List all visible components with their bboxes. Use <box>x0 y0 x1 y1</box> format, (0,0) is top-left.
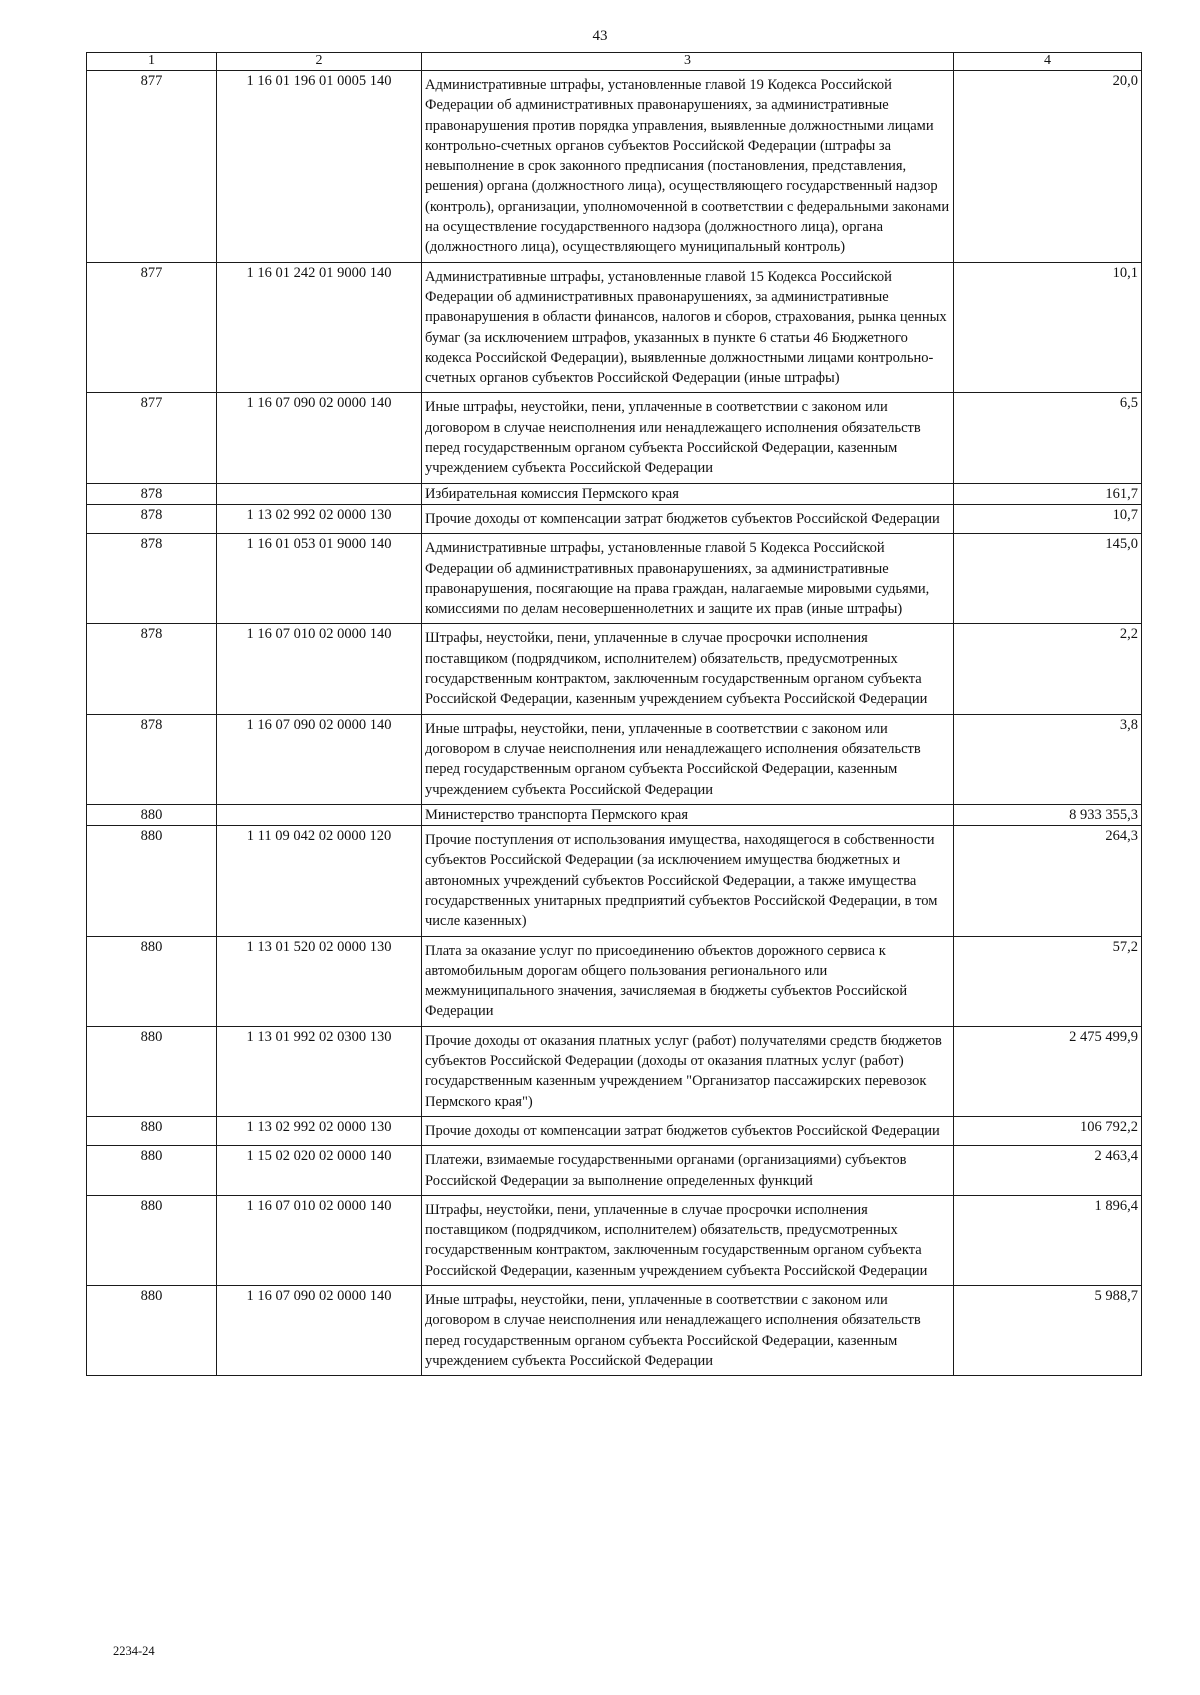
amount-cell: 264,3 <box>954 826 1142 936</box>
admin-code-cell: 880 <box>87 1286 217 1376</box>
amount-cell: 2 475 499,9 <box>954 1026 1142 1116</box>
revenue-name-cell: Иные штрафы, неустойки, пени, уплаченные в соответствии с законом или договором в случае неисполнения или ненадлежащего исполнения обязательств перед государственным органом субъекта Российской Федерации, казенным учреждением субъекта Российской Федерации <box>422 393 954 483</box>
revenue-name-cell: Плата за оказание услуг по присоединению объектов дорожного сервиса к автомобильным дорогам общего пользования регионального или межмуниципального значения, зачисляемая в бюджеты субъектов Российской Федерации <box>422 936 954 1026</box>
revenue-name-cell: Платежи, взимаемые государственными органами (организациями) субъектов Российской Федерации за выполнение определенных функций <box>422 1146 954 1196</box>
budget-code-cell: 1 16 07 010 02 0000 140 <box>217 624 422 714</box>
budget-code-cell: 1 13 02 992 02 0000 130 <box>217 1116 422 1145</box>
budget-code-cell: 1 16 07 010 02 0000 140 <box>217 1195 422 1285</box>
header-col-3: 3 <box>422 53 954 71</box>
table-row <box>87 1195 1142 1285</box>
document-code: 2234-24 <box>113 1644 155 1658</box>
table-row <box>87 1116 1142 1145</box>
amount-cell: 3,8 <box>954 714 1142 804</box>
table-row <box>87 483 1142 504</box>
admin-code-cell: 880 <box>87 1146 217 1196</box>
amount-cell: 20,0 <box>954 71 1142 263</box>
admin-code-cell: 877 <box>87 393 217 483</box>
amount-cell: 2 463,4 <box>954 1146 1142 1196</box>
admin-code-cell: 878 <box>87 624 217 714</box>
revenue-name-cell: Административные штрафы, установленные главой 19 Кодекса Российской Федерации об административных правонарушениях, за административные правонарушения против порядка управления, выявленные должностными лицами контрольно-счетных органов субъектов Российской Федерации (штрафы за невыполнение в срок законного предписания (постановления, представления, решения) органа (должностного лица), осуществляющего государственный надзор (контроль), организации, уполномоченной в соответствии с федеральными законами на осуществление государственного надзора (должностного лица), органа (должностного лица), осуществляющего муниципальный контроль) <box>422 71 954 263</box>
amount-cell: 6,5 <box>954 393 1142 483</box>
budget-code-cell: 1 11 09 042 02 0000 120 <box>217 826 422 936</box>
budget-code-cell: 1 16 07 090 02 0000 140 <box>217 393 422 483</box>
table-row <box>87 393 1142 483</box>
admin-code-cell: 877 <box>87 262 217 393</box>
budget-code-cell: 1 16 07 090 02 0000 140 <box>217 714 422 804</box>
revenue-name-cell: Иные штрафы, неустойки, пени, уплаченные в соответствии с законом или договором в случае неисполнения или ненадлежащего исполнения обязательств перед государственным органом субъекта Российской Федерации, казенным учреждением субъекта Российской Федерации <box>422 1286 954 1376</box>
header-col-2: 2 <box>217 53 422 71</box>
revenue-name-cell: Министерство транспорта Пермского края <box>422 804 954 825</box>
table-row <box>87 1026 1142 1116</box>
amount-cell: 145,0 <box>954 534 1142 624</box>
amount-cell: 2,2 <box>954 624 1142 714</box>
admin-code-cell: 880 <box>87 826 217 936</box>
amount-cell: 106 792,2 <box>954 1116 1142 1145</box>
budget-code-cell: 1 16 01 196 01 0005 140 <box>217 71 422 263</box>
amount-cell: 10,7 <box>954 504 1142 533</box>
amount-cell: 8 933 355,3 <box>954 804 1142 825</box>
budget-code-cell: 1 16 01 242 01 9000 140 <box>217 262 422 393</box>
budget-code-cell: 1 16 01 053 01 9000 140 <box>217 534 422 624</box>
page-number: 43 <box>592 28 608 44</box>
amount-cell: 161,7 <box>954 483 1142 504</box>
admin-code-cell: 880 <box>87 936 217 1026</box>
admin-code-cell: 878 <box>87 534 217 624</box>
budget-code-cell: 1 16 07 090 02 0000 140 <box>217 1286 422 1376</box>
revenue-name-cell: Прочие доходы от оказания платных услуг (работ) получателями средств бюджетов субъектов Российской Федерации (доходы от оказания платных услуг (работ) государственным казенным учреждением "Организатор пассажирских перевозок Пермского края") <box>422 1026 954 1116</box>
table-row <box>87 936 1142 1026</box>
budget-code-cell <box>217 483 422 504</box>
budget-code-cell: 1 13 02 992 02 0000 130 <box>217 504 422 533</box>
amount-cell: 57,2 <box>954 936 1142 1026</box>
table-row <box>87 534 1142 624</box>
budget-code-cell: 1 13 01 992 02 0300 130 <box>217 1026 422 1116</box>
budget-code-cell: 1 15 02 020 02 0000 140 <box>217 1146 422 1196</box>
amount-cell: 10,1 <box>954 262 1142 393</box>
header-col-1: 1 <box>87 53 217 71</box>
table-row <box>87 262 1142 393</box>
admin-code-cell: 878 <box>87 714 217 804</box>
table-row <box>87 804 1142 825</box>
revenue-name-cell: Избирательная комиссия Пермского края <box>422 483 954 504</box>
budget-revenue-table <box>86 52 1142 1376</box>
admin-code-cell: 880 <box>87 1195 217 1285</box>
admin-code-cell: 877 <box>87 71 217 263</box>
revenue-name-cell: Прочие доходы от компенсации затрат бюджетов субъектов Российской Федерации <box>422 1116 954 1145</box>
header-col-4: 4 <box>954 53 1142 71</box>
revenue-name-cell: Иные штрафы, неустойки, пени, уплаченные в соответствии с законом или договором в случае неисполнения или ненадлежащего исполнения обязательств перед государственным органом субъекта Российской Федерации, казенным учреждением субъекта Российской Федерации <box>422 714 954 804</box>
amount-cell: 5 988,7 <box>954 1286 1142 1376</box>
table-row <box>87 504 1142 533</box>
revenue-name-cell: Прочие поступления от использования имущества, находящегося в собственности субъектов Российской Федерации (за исключением имущества бюджетных и автономных учреждений субъектов Российской Федерации, а также имущества государственных унитарных предприятий субъектов Российской Федерации, в том числе казенных) <box>422 826 954 936</box>
budget-code-cell <box>217 804 422 825</box>
revenue-name-cell: Штрафы, неустойки, пени, уплаченные в случае просрочки исполнения поставщиком (подрядчиком, исполнителем) обязательств, предусмотренных государственным контрактом, заключенным государственным органом субъекта Российской Федерации, казенным учреждением субъекта Российской Федерации <box>422 624 954 714</box>
header-row <box>87 53 1142 71</box>
admin-code-cell: 880 <box>87 804 217 825</box>
revenue-name-cell: Административные штрафы, установленные главой 15 Кодекса Российской Федерации об административных правонарушениях, за административные правонарушения в области финансов, налогов и сборов, страхования, рынка ценных бумаг (за исключением штрафов, указанных в пункте 6 статьи 46 Бюджетного кодекса Российской Федерации), выявленные должностными лицами контрольно-счетных органов субъектов Российской Федерации (иные штрафы) <box>422 262 954 393</box>
table-row <box>87 624 1142 714</box>
admin-code-cell: 878 <box>87 483 217 504</box>
revenue-name-cell: Административные штрафы, установленные главой 5 Кодекса Российской Федерации об административных правонарушениях, за административные правонарушения, посягающие на права граждан, налагаемые мировыми судьями, комиссиями по делам несовершеннолетних и защите их прав (иные штрафы) <box>422 534 954 624</box>
budget-code-cell: 1 13 01 520 02 0000 130 <box>217 936 422 1026</box>
table-row <box>87 1146 1142 1196</box>
revenue-name-cell: Штрафы, неустойки, пени, уплаченные в случае просрочки исполнения поставщиком (подрядчиком, исполнителем) обязательств, предусмотренных государственным контрактом, заключенным государственным органом субъекта Российской Федерации, казенным учреждением субъекта Российской Федерации <box>422 1195 954 1285</box>
table-row <box>87 1286 1142 1376</box>
table-body <box>87 71 1142 1376</box>
admin-code-cell: 880 <box>87 1116 217 1145</box>
admin-code-cell: 878 <box>87 504 217 533</box>
table-row <box>87 714 1142 804</box>
table-row <box>87 71 1142 263</box>
admin-code-cell: 880 <box>87 1026 217 1116</box>
amount-cell: 1 896,4 <box>954 1195 1142 1285</box>
revenue-name-cell: Прочие доходы от компенсации затрат бюджетов субъектов Российской Федерации <box>422 504 954 533</box>
table-row <box>87 826 1142 936</box>
